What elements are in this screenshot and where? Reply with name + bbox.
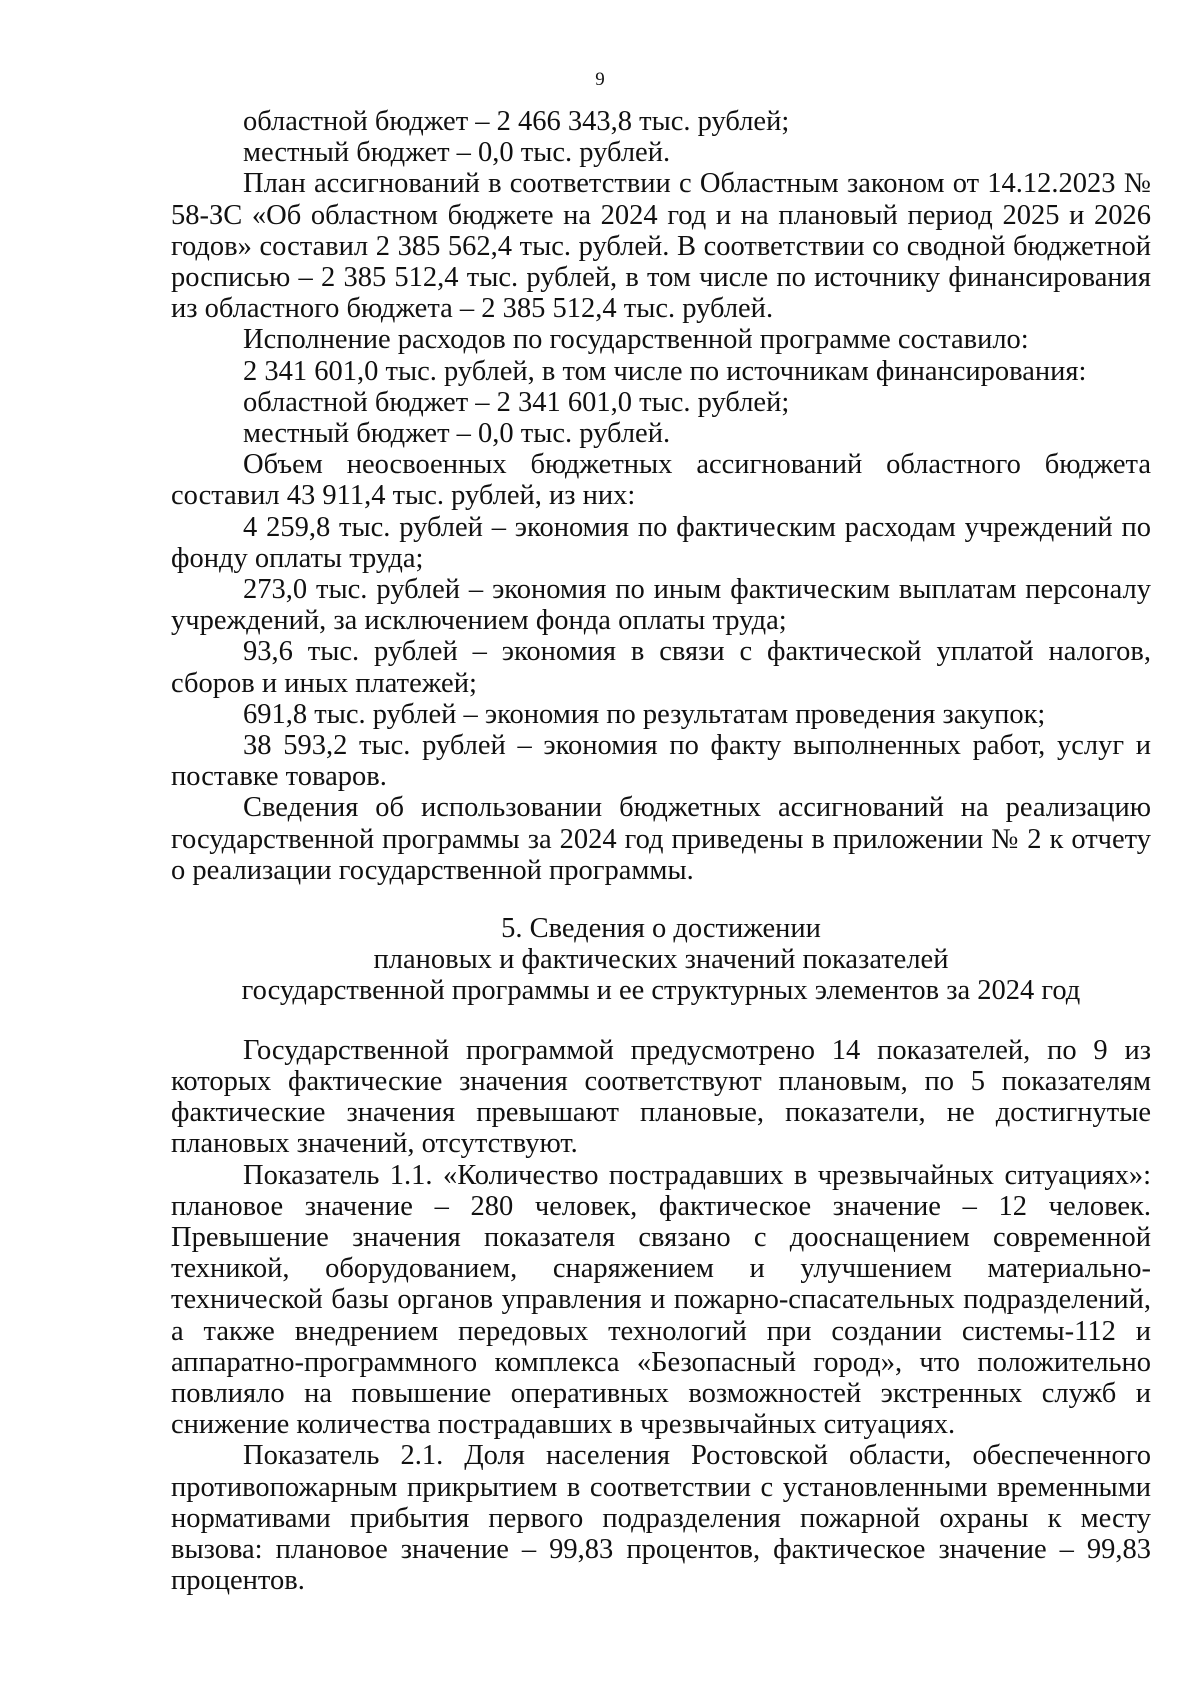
paragraph: 4 259,8 тыс. рублей – экономия по фактическим расходам учреждений по фонду оплаты труда; <box>171 511 1151 574</box>
paragraph: местный бюджет – 0,0 тыс. рублей. <box>243 418 671 450</box>
paragraph: областной бюджет – 2 466 343,8 тыс. рублей; <box>243 106 790 137</box>
paragraph: 93,6 тыс. рублей – экономия в связи с фактической уплатой налогов, сборов и иных платежей; <box>171 636 1151 699</box>
paragraph: Объем неосвоенных бюджетных ассигнований областного бюджета составил 43 911,4 тыс. рублей, из них: <box>171 449 1151 512</box>
paragraph: Государственной программой предусмотрено 14 показателей, по 9 из которых фактические значения соответствуют плановым, по 5 показателям фактические значения превышают плановые, показатели, не достигнутые плановых значений, отсутствуют. <box>171 1034 1151 1160</box>
section-heading-line: 5. Сведения о достижении <box>501 913 821 945</box>
section-heading <box>171 913 1151 1007</box>
paragraph: Показатель 2.1. Доля населения Ростовской области, обеспеченного противопожарным прикрытием в соответствии с установленными временными нормативами прибытия первого подразделения пожарной охраны к месту вызова: плановое значение – 99,83 процентов, фактическое значение – 99,83 процентов. <box>171 1440 1151 1597</box>
paragraph: местный бюджет – 0,0 тыс. рублей. <box>243 137 671 169</box>
section-heading-line: государственной программы и ее структурных элементов за 2024 год <box>241 975 1081 1007</box>
paragraph: Сведения об использовании бюджетных ассигнований на реализацию государственной программы за 2024 год приведены в приложении № 2 к отчету о реализации государственной программы. <box>171 792 1151 886</box>
paragraph: 38 593,2 тыс. рублей – экономия по факту выполненных работ, услуг и поставке товаров. <box>171 730 1151 793</box>
paragraph: областной бюджет – 2 341 601,0 тыс. рублей; <box>243 386 790 418</box>
paragraph: Показатель 1.1. «Количество пострадавших в чрезвычайных ситуациях»: плановое значение – 280 человек, фактическое значение – 12 человек. Превышение значения показателя связано с дооснащением современной техникой, оборудованием, снаряжением и улучшением материально-технической базы органов управления и пожарно-спасательных подразделений, а также внедрением передовых технологий при создании системы-112 и аппаратно-программного комплекса «Безопасный город», что положительно повлияло на повышение оперативных возможностей экстренных служб и снижение количества пострадавших в чрезвычайных ситуациях. <box>171 1159 1151 1441</box>
paragraph: Исполнение расходов по государственной программе составило: <box>243 324 1029 356</box>
page-number: 9 <box>595 69 605 90</box>
paragraph: План ассигнований в соответствии с Областным законом от 14.12.2023 № 58-ЗС «Об областном бюджете на 2024 год и на плановый период 2025 и 2026 годов» составил 2 385 562,4 тыс. рублей. В соответствии со сводной бюджетной росписью – 2 385 512,4 тыс. рублей, в том числе по источнику финансирования из областного бюджета – 2 385 512,4 тыс. рублей. <box>171 168 1151 325</box>
paragraph: 691,8 тыс. рублей – экономия по результатам проведения закупок; <box>243 698 1046 730</box>
document-body <box>171 106 1151 1596</box>
paragraph: 2 341 601,0 тыс. рублей, в том числе по источникам финансирования: <box>243 355 1087 387</box>
section-heading-line: плановых и фактических значений показателей <box>373 944 949 976</box>
paragraph: 273,0 тыс. рублей – экономия по иным фактическим выплатам персоналу учреждений, за исключением фонда оплаты труда; <box>171 574 1151 637</box>
